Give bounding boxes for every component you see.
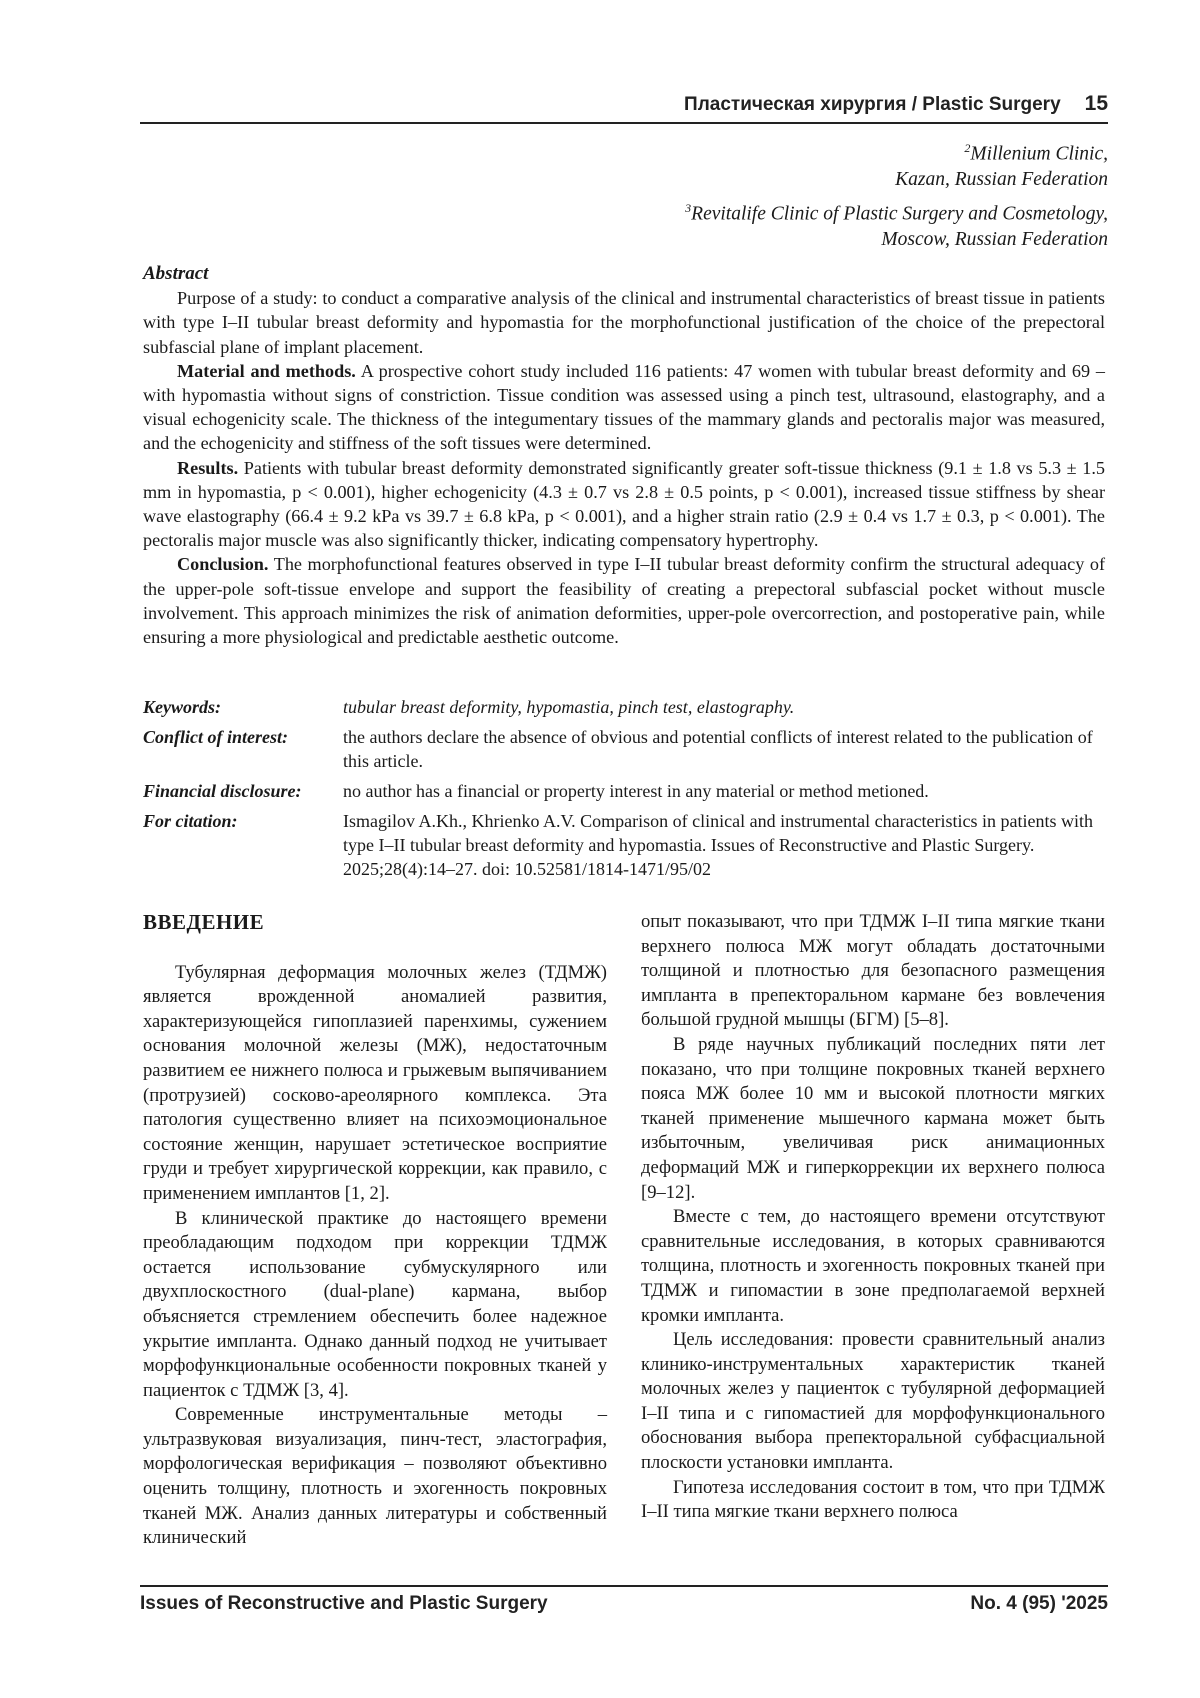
running-footer: [140, 1585, 1108, 1615]
body-paragraph: В клинической практике до настоящего времени преобладающим подходом при коррекции ТДМЖ остается использование субмускулярного или двухплоскостного (dual-plane) кармана, выбор объясняется стремлением обеспечить более надежное укрытие импланта. Однако данный подход не учитывает морфофункциональные особенности покровных тканей у пациенток с ТДМЖ [3, 4].: [143, 1207, 607, 1401]
affiliation-location: Kazan, Russian Federation: [895, 168, 1108, 190]
results-label: Results.: [177, 457, 239, 478]
financial-row: [143, 779, 1105, 803]
affiliation-line: Millenium Clinic,: [970, 143, 1108, 165]
conflict-row: [143, 725, 1105, 773]
body-paragraph: В ряде научных публикаций последних пяти лет показано, что при толщине покровных тканей верхнего пояса МЖ более 10 мм и высокой плотности мягких тканей применение мышечного кармана может быть избыточным, увеличивая риск анимационных деформаций МЖ и гиперкоррекции их верхнего полюса [9–12].: [641, 1033, 1105, 1203]
affiliation-2: [895, 136, 1108, 192]
citation-row: [143, 809, 1105, 881]
affiliation-line: Revitalife Clinic of Plastic Surgery and Cosmetology,: [691, 203, 1108, 225]
body-paragraph: Современные инструментальные методы – ультразвуковая визуализация, пинч-тест, эластография, морфологическая верификация – позволяют объективно оценить толщину, плотность и эхогенность покровных тканей МЖ. Анализ данных литературы и собственный клинический: [143, 1404, 607, 1549]
affiliation-superscript: 3: [685, 201, 692, 215]
running-header: [140, 92, 1108, 124]
citation-label: For citation:: [143, 811, 238, 831]
body-paragraph: Цель исследования: провести сравнительный анализ клинико-инструментальных характеристик тканей молочных желез у пациенток с тубулярной деформацией I–II типа и с гипомастией для морфофункционального обоснования выбора препекторальной субфасциальной плоскости установки импланта.: [641, 1329, 1105, 1474]
methods-text: A prospective cohort study included 116 patients: 47 women with tubular breast deformity and 69 – with hypomastia without signs of constriction. Tissue condition was assessed using a pinch test, ultrasound, elastography, and a visual echogenicity scale. The thickness of the integumentary tissues of the mammary glands and pectoralis major was measured, and the echogenicity and stiffness of the soft tissues were determined.: [143, 360, 1105, 454]
conclusion-text: The morphofunctional features observed in type I–II tubular breast deformity confirm the structural adequacy of the upper-pole soft-tissue envelope and support the feasibility of creating a prepectoral subfascial pocket without muscle involvement. This approach minimizes the risk of animation deformities, upper-pole overcorrection, and postoperative pain, while ensuring a more physiological and predictable aesthetic outcome.: [143, 554, 1105, 648]
keywords-row: [143, 695, 1105, 719]
affiliation-3: [685, 196, 1108, 252]
body-columns: [143, 910, 1105, 1551]
abstract-heading: Abstract: [143, 263, 209, 284]
right-column: [641, 910, 1105, 1551]
results-text: Patients with tubular breast deformity demonstrated significantly greater soft-tissue thickness (9.1 ± 1.8 vs 5.3 ± 1.5 mm in hypomastia, p < 0.001), higher echogenicity (4.3 ± 0.7 vs 2.8 ± 0.5 points, p < 0.001), increased tissue stiffness by shear wave elastography (66.4 ± 9.2 kPa vs 39.7 ± 6.8 kPa, p < 0.001), and a higher strain ratio (2.9 ± 0.4 vs 1.7 ± 0.3, p < 0.001). The pectoralis major muscle was also significantly thicker, indicating compensatory hypertrophy.: [143, 457, 1105, 551]
abstract-results: [143, 456, 1105, 553]
page-number: 15: [1084, 92, 1108, 115]
body-paragraph: Тубулярная деформация молочных желез (ТДМЖ) является врожденной аномалией развития, характеризующейся гипоплазией паренхимы, сужением основания молочной железы (МЖ), недостаточным развитием ее нижнего полюса и грыжевым выпячиванием (протрузией) сосково-ареолярного комплекса. Эта патология существенно влияет на психоэмоциональное состояние женщин, нарушает эстетическое восприятие груди и требует хирургической коррекции, как правило, с применением имплантов [1, 2].: [143, 961, 607, 1204]
journal-title: Пластическая хирургия / Plastic Surgery: [684, 94, 1061, 115]
citation-value: Ismagilov A.Kh., Khrienko A.V. Comparison of clinical and instrumental characteristics in patients with type I–II tubular breast deformity and hypomastia. Issues of Reconstructive and Plastic Surgery. 2025;28(4):14–27. doi: 10.52581/1814-1471/95/02: [343, 811, 1094, 879]
conflict-value: the authors declare the absence of obvious and potential conflicts of interest related to the publication of this article.: [343, 727, 1093, 771]
keywords-label: Keywords:: [143, 697, 221, 717]
footer-journal-name: Issues of Reconstructive and Plastic Surgery: [140, 1593, 548, 1614]
financial-value: no author has a financial or property interest in any material or method metioned.: [343, 781, 929, 801]
footer-issue: No. 4 (95) '2025: [970, 1593, 1108, 1614]
body-paragraph: Гипотеза исследования состоит в том, что при ТДМЖ I–II типа мягкие ткани верхнего полюса: [641, 1476, 1105, 1523]
conflict-label: Conflict of interest:: [143, 727, 288, 747]
abstract-conclusion: [143, 552, 1105, 649]
methods-label: Material and methods.: [177, 360, 356, 381]
conclusion-label: Conclusion.: [177, 554, 269, 575]
intro-heading: ВВЕДЕНИЕ: [143, 910, 265, 934]
article-metadata: [143, 695, 1105, 887]
body-paragraph: Вместе с тем, до настоящего времени отсутствуют сравнительные исследования, в которых сравниваются толщина, плотность и эхогенность покровных тканей при ТДМЖ и гипомастии в зоне предполагаемой верхней кромки импланта.: [641, 1206, 1105, 1326]
financial-label: Financial disclosure:: [143, 781, 302, 801]
body-paragraph-continuation: опыт показывают, что при ТДМЖ I–II типа мягкие ткани верхнего полюса МЖ могут обладать достаточными толщиной и плотностью для безопасного размещения импланта в препекторальном кармане без вовлечения большой грудной мышцы (БГМ) [5–8].: [641, 911, 1105, 1031]
left-column: [143, 910, 607, 1551]
affiliation-location: Moscow, Russian Federation: [881, 228, 1108, 250]
affiliation-superscript: 2: [964, 141, 971, 155]
abstract-purpose: Purpose of a study: to conduct a comparative analysis of the clinical and instrumental characteristics of breast tissue in patients with type I–II tubular breast deformity and hypomastia for the morphofunctional justification of the choice of the prepectoral subfascial plane of implant placement.: [143, 288, 1105, 357]
keywords-value: tubular breast deformity, hypomastia, pinch test, elastography.: [343, 697, 795, 717]
abstract-methods: [143, 359, 1105, 456]
abstract-section: [143, 262, 1105, 649]
